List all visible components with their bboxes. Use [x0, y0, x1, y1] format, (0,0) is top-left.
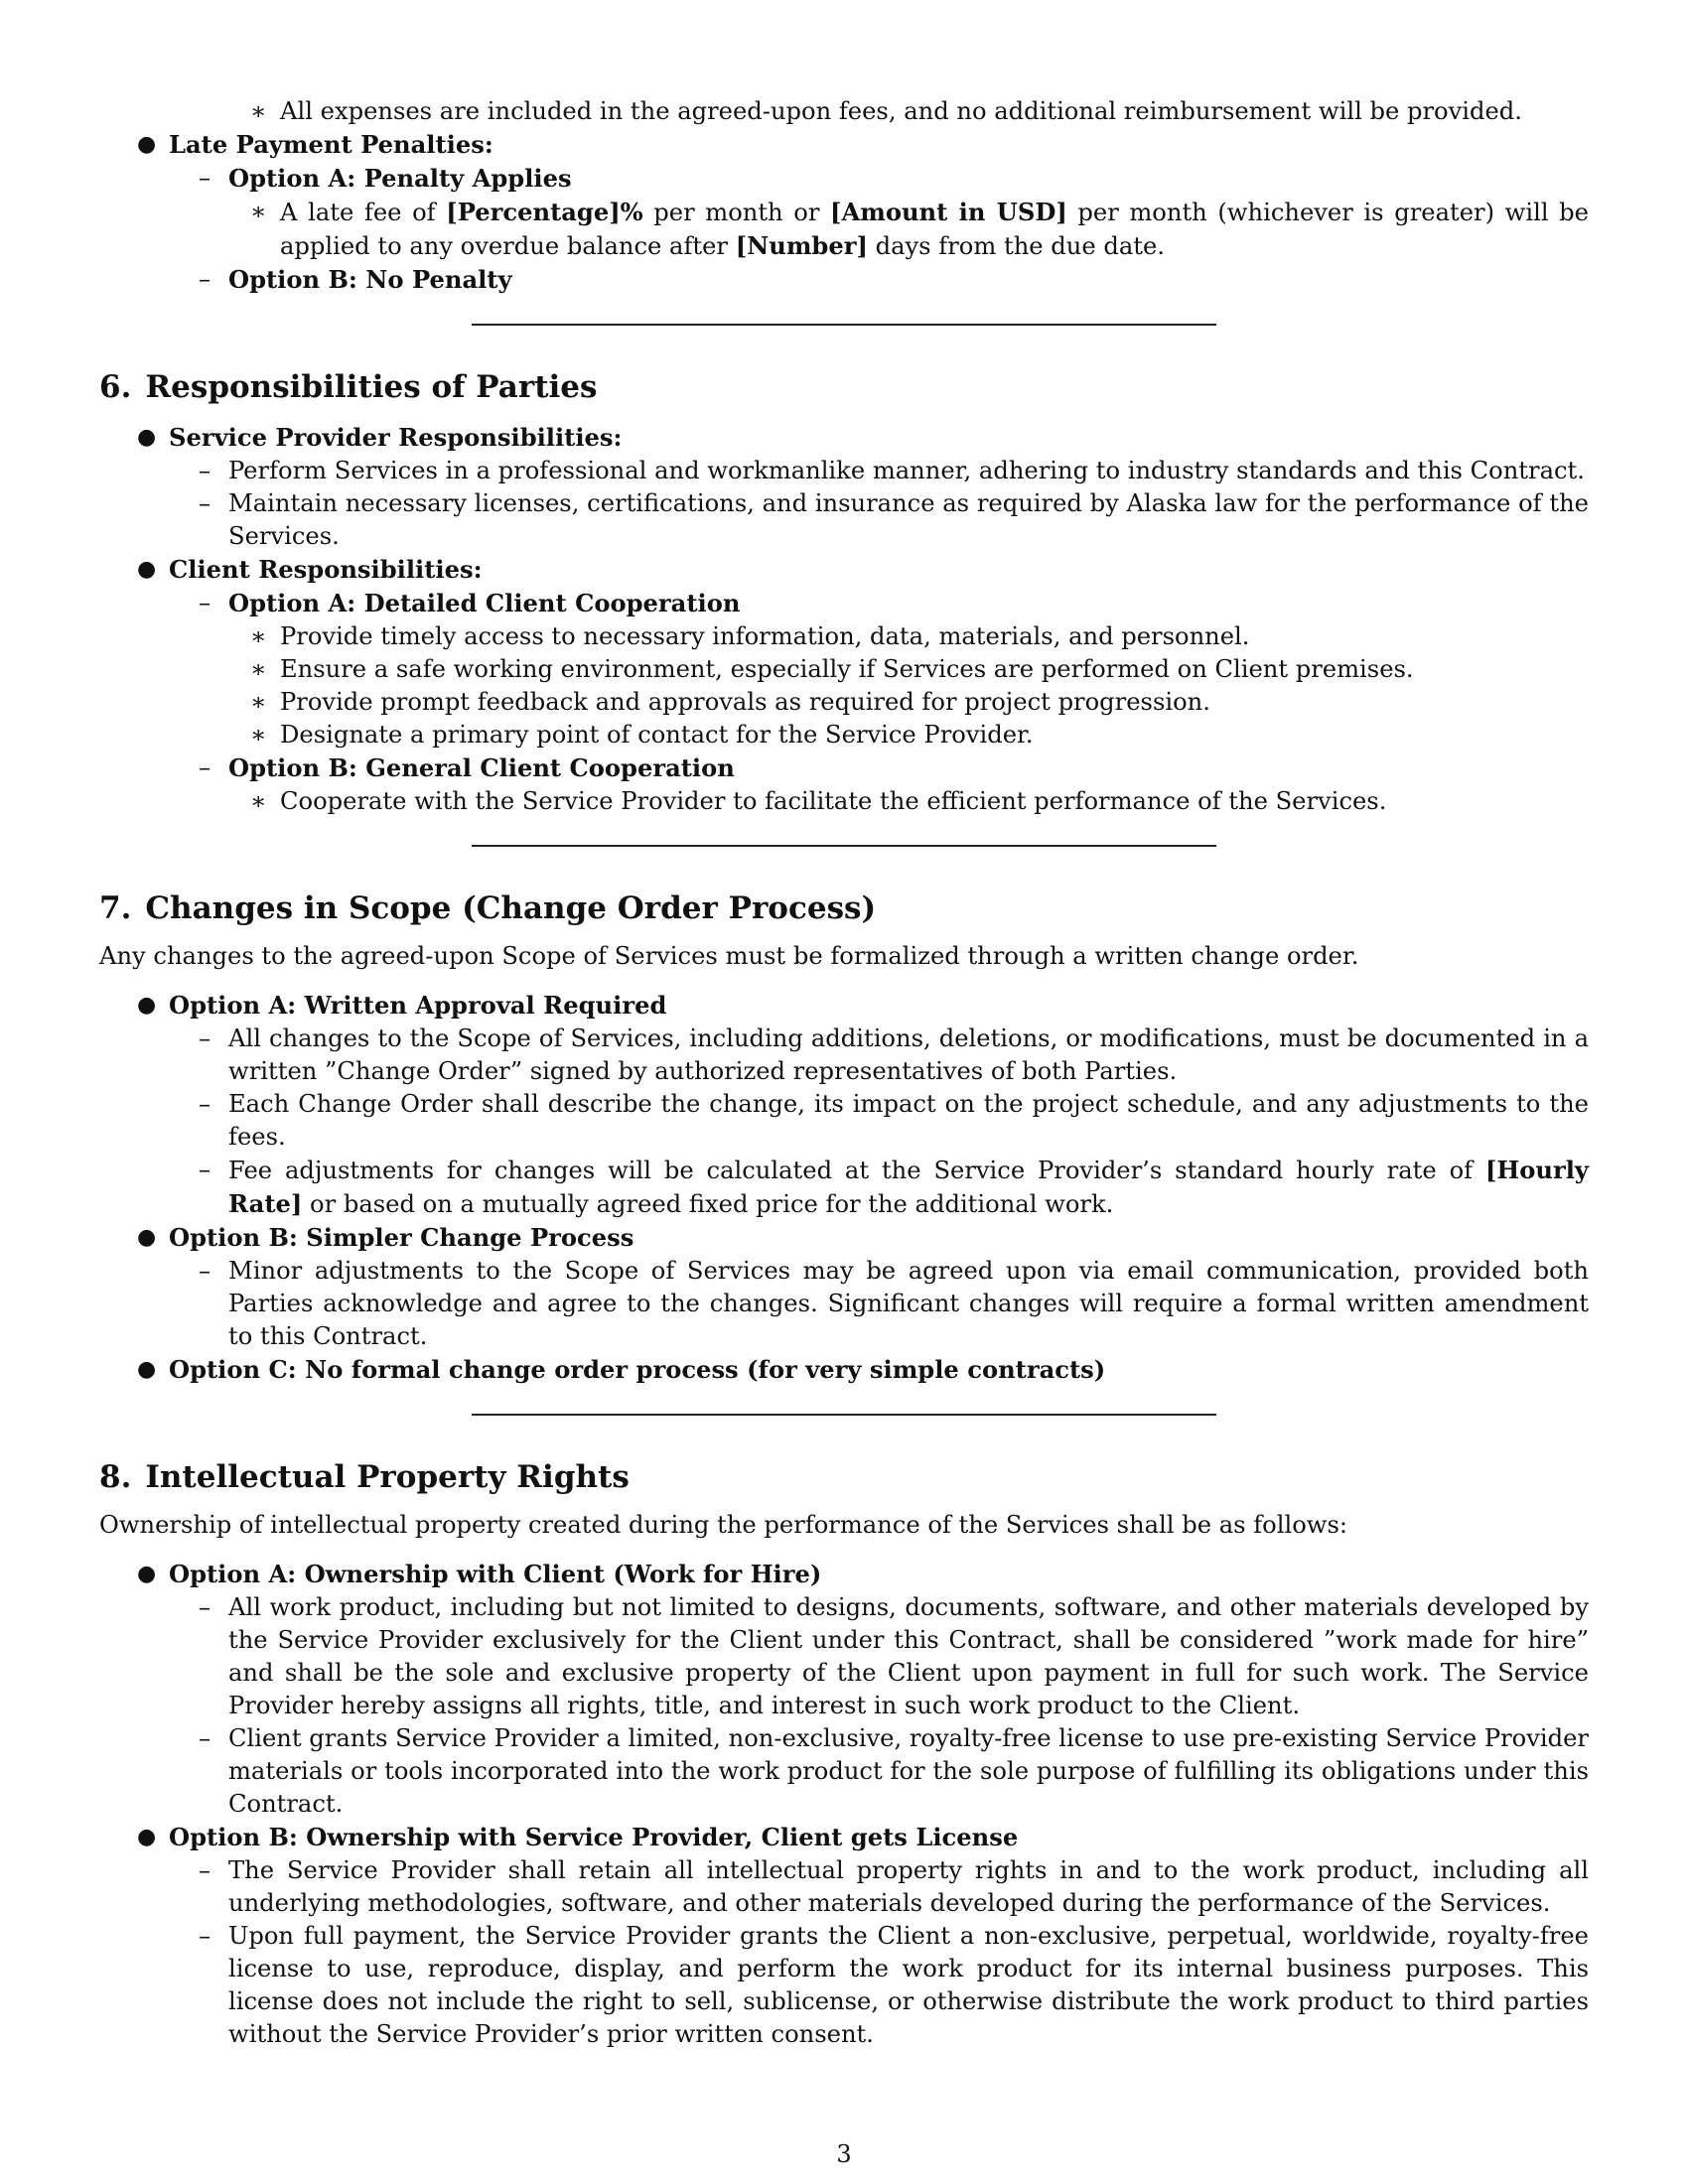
asterisk-bullet-icon: ∗ [250, 655, 267, 683]
dash-bullet-icon: – [199, 1856, 211, 1884]
ip-option-a-label: Option A: Ownership with Client (Work for Hire) [169, 1560, 822, 1588]
change-a-item [99, 1023, 1589, 1088]
bullet-icon: ● [137, 1562, 157, 1586]
section-7-list [99, 989, 1589, 1387]
change-a-item-text: Each Change Order shall describe the change, its impact on the project schedule, and any adjustments to the fees. [228, 1090, 1589, 1151]
dash-bullet-icon: – [199, 753, 211, 781]
sp-item [99, 455, 1589, 487]
sp-responsibilities-title: Service Provider Responsibilities: [169, 423, 623, 452]
hourly-rate-placeholder: [Hourly Rate] [228, 1156, 1589, 1218]
client-a-item [99, 620, 1589, 653]
asterisk-bullet-icon: ∗ [250, 97, 267, 125]
asterisk-bullet-icon: ∗ [250, 622, 267, 650]
late-option-a-label: Option A: Penalty Applies [228, 164, 572, 193]
bullet-icon: ● [137, 557, 157, 582]
change-option-b-item [99, 1221, 1589, 1255]
dash-bullet-icon: – [199, 1724, 211, 1752]
section-7-title: Changes in Scope (Change Order Process) [145, 890, 877, 926]
dash-bullet-icon: – [199, 1257, 211, 1285]
ip-option-b-label: Option B: Ownership with Service Provider, Client gets License [169, 1823, 1019, 1851]
bullet-icon: ● [137, 425, 157, 450]
expense-note-item [99, 95, 1589, 128]
client-responsibilities-title: Client Responsibilities: [169, 555, 483, 584]
change-option-b-label: Option B: Simpler Change Process [169, 1223, 634, 1252]
ip-b-item-text: Upon full payment, the Service Provider grants the Client a non-exclusive, perpetual, worldwide, royalty-free license to use, reproduce, display, and perform the work product for its internal business purposes. This license does not include the right to sell, sublicense, or otherwise distribute the work product to third parties without the Service Provider’s prior written consent. [228, 1922, 1589, 2048]
ip-b-item [99, 1920, 1589, 2051]
late-fee-item [99, 196, 1589, 263]
bullet-icon: ● [137, 1225, 157, 1250]
ip-a-item [99, 1591, 1589, 1722]
ip-a-item-text: Client grants Service Provider a limited, non-exclusive, royalty-free license to use pre-existing Service Provider materials or tools incorporated into the work product for the sole purpose of fulfilling its obligations under this Contract. [228, 1724, 1589, 1818]
change-b-item-text: Minor adjustments to the Scope of Services may be agreed upon via email communication, provided both Parties acknowledge and agree to the changes. Significant changes will require a formal written amendment to this Contract. [228, 1257, 1589, 1350]
change-option-a-label: Option A: Written Approval Required [169, 991, 667, 1020]
client-option-b-label: Option B: General Client Cooperation [228, 753, 735, 782]
dash-bullet-icon: – [199, 1024, 211, 1052]
section-6-number: 6. [99, 369, 132, 405]
dash-bullet-icon: – [199, 1090, 211, 1118]
asterisk-bullet-icon: ∗ [250, 688, 267, 716]
asterisk-bullet-icon: ∗ [250, 787, 267, 815]
client-a-item-text: Provide prompt feedback and approvals as required for project progression. [280, 688, 1210, 716]
bullet-icon: ● [137, 132, 157, 157]
dash-bullet-icon: – [199, 1922, 211, 1950]
change-a-item-text: Fee adjustments for changes will be calculated at the Service Provider’s standard hourly rate of [228, 1157, 1485, 1184]
asterisk-bullet-icon: ∗ [250, 721, 267, 749]
client-a-item [99, 653, 1589, 686]
client-a-item [99, 719, 1589, 751]
asterisk-bullet-icon: ∗ [250, 198, 267, 225]
dash-bullet-icon: – [199, 589, 211, 616]
section-divider [472, 1414, 1216, 1416]
section-7-number: 7. [99, 890, 132, 926]
late-fee-text-3: per month (whichever is greater) will be applied to any overdue balance after [280, 199, 1589, 260]
dash-bullet-icon: – [199, 265, 211, 293]
sp-item [99, 487, 1589, 553]
change-a-item-text: All changes to the Scope of Services, including additions, deletions, or modifications, must be documented in a written ”Change Order” signed by authorized representatives of both Parties. [228, 1024, 1589, 1085]
change-b-item [99, 1255, 1589, 1353]
number-placeholder: [Number] [735, 231, 868, 260]
ip-b-item-text: The Service Provider shall retain all intellectual property rights in and to the work product, including all underlying methodologies, software, and other materials developed during the performance of the Services. [228, 1856, 1589, 1917]
late-fee-text-4: days from the due date. [867, 232, 1165, 260]
section-8-number: 8. [99, 1459, 132, 1495]
section-7-heading [99, 888, 1589, 928]
section-8-title: Intellectual Property Rights [145, 1459, 630, 1495]
client-option-a-item [99, 587, 1589, 620]
late-option-b-item [99, 263, 1589, 297]
late-payment-title: Late Payment Penalties: [169, 130, 493, 159]
client-a-item-text: Ensure a safe working environment, especially if Services are performed on Client premises. [280, 655, 1414, 683]
ip-b-item [99, 1854, 1589, 1920]
section-6-title: Responsibilities of Parties [145, 369, 598, 405]
change-a-item [99, 1154, 1589, 1221]
dash-bullet-icon: – [199, 1593, 211, 1621]
bullet-icon: ● [137, 1825, 157, 1849]
percentage-placeholder: [Percentage]% [446, 198, 643, 226]
change-option-a-item [99, 989, 1589, 1023]
client-a-item-text: Provide timely access to necessary information, data, materials, and personnel. [280, 622, 1250, 650]
late-payment-item [99, 128, 1589, 162]
late-payment-list [99, 95, 1589, 297]
dash-bullet-icon: – [199, 164, 211, 192]
ip-option-a-item [99, 1558, 1589, 1591]
change-a-item [99, 1088, 1589, 1154]
section-8-list [99, 1558, 1589, 2051]
section-divider [472, 324, 1216, 326]
dash-bullet-icon: – [199, 457, 211, 484]
dash-bullet-icon: – [199, 1156, 211, 1183]
dash-bullet-icon: – [199, 489, 211, 517]
late-option-b-label: Option B: No Penalty [228, 265, 512, 294]
ip-option-b-item [99, 1821, 1589, 1854]
bullet-icon: ● [137, 1357, 157, 1382]
client-a-item-text: Designate a primary point of contact for the Service Provider. [280, 721, 1034, 749]
change-option-c-label: Option C: No formal change order process (for very simple contracts) [169, 1355, 1106, 1384]
late-option-a-item [99, 162, 1589, 196]
page-number: 3 [836, 2140, 852, 2168]
client-option-a-label: Option A: Detailed Client Cooperation [228, 589, 741, 617]
section-6-list [99, 421, 1589, 818]
client-responsibilities-item [99, 553, 1589, 587]
amount-placeholder: [Amount in USD] [830, 198, 1067, 226]
bullet-icon: ● [137, 993, 157, 1018]
late-fee-text-2: per month or [642, 199, 831, 226]
ip-a-item [99, 1722, 1589, 1821]
client-b-item [99, 785, 1589, 818]
section-7-intro: Any changes to the agreed-upon Scope of Services must be formalized through a written change order. [99, 942, 1359, 970]
client-option-b-item [99, 751, 1589, 785]
ip-a-item-text: All work product, including but not limited to designs, documents, software, and other materials developed by the Service Provider exclusively for the Client under this Contract, shall be considered ”work made for hire” and shall be the sole and exclusive property of the Client upon payment in full for such work. The Service Provider hereby assigns all rights, title, and interest in such work product to the Client. [228, 1593, 1589, 1719]
sp-responsibilities-item [99, 421, 1589, 455]
document-page [99, 95, 1589, 2051]
change-a-item-text-end: or based on a mutually agreed fixed price for the additional work. [302, 1190, 1114, 1218]
section-6-heading [99, 367, 1589, 407]
client-b-item-text: Cooperate with the Service Provider to facilitate the efficient performance of the Services. [280, 787, 1387, 815]
section-divider [472, 845, 1216, 847]
client-a-item [99, 686, 1589, 719]
section-8-heading [99, 1457, 1589, 1497]
late-fee-text-1: A late fee of [280, 199, 447, 226]
expense-note-text: All expenses are included in the agreed-upon fees, and no additional reimbursement will be provided. [280, 97, 1522, 125]
sp-item-text: Perform Services in a professional and workmanlike manner, adhering to industry standards and this Contract. [228, 457, 1585, 484]
sp-item-text: Maintain necessary licenses, certifications, and insurance as required by Alaska law for the performance of the Services. [228, 489, 1589, 550]
section-8-intro: Ownership of intellectual property created during the performance of the Services shall be as follows: [99, 1511, 1348, 1539]
change-option-c-item [99, 1353, 1589, 1387]
